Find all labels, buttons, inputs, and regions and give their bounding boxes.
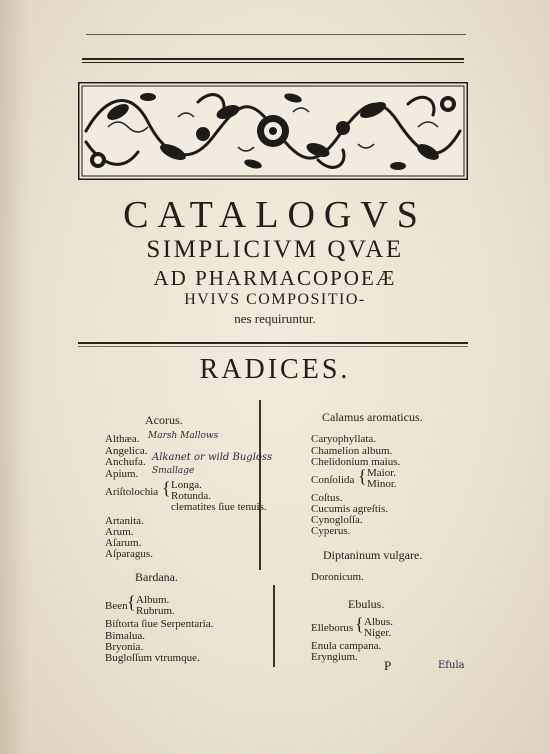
entry-elleborus-niger: Niger. (364, 627, 392, 639)
entry-aristolochia-clematites: clematites ſiue tenuis. (171, 501, 267, 513)
heading-calamus: Calamus aromaticus. (322, 410, 423, 424)
entry-chamelion: Chamelion album. (311, 445, 393, 457)
section-divider (78, 342, 468, 344)
woodcut-ornament-banner (78, 82, 468, 180)
handwritten-apium: Smallage (152, 466, 195, 476)
entry-bistorta: Biſtorta ſiue Serpentaria. (105, 618, 214, 630)
entry-consolida-maior: Maior. (367, 467, 397, 479)
brace-aristolochia: { (162, 478, 171, 498)
entry-asarum: Aſarum. (105, 537, 142, 549)
entry-been-rubrum: Rubrum. (136, 605, 175, 617)
brace-consolida: { (358, 466, 367, 486)
catalog-title: CATALOGVS (123, 194, 427, 236)
entry-enula: Enula campana. (311, 640, 382, 652)
heading-diptaninum: Diptaninum vulgare. (323, 548, 423, 562)
entry-aristolochia-longa: Longa. (171, 479, 202, 491)
entry-caryophyllata: Caryophyllata. (311, 433, 377, 445)
entry-consolida: Conſolida (311, 474, 355, 486)
top-double-rule-2 (82, 62, 464, 63)
heading-bardana: Bardana. (135, 570, 178, 584)
heading-acorus: Acorus. (145, 413, 183, 427)
entry-costus: Coſtus. (311, 492, 343, 504)
column-divider-upper (259, 400, 261, 570)
entry-been: Been (105, 600, 128, 612)
entry-cyperus: Cyperus. (311, 525, 351, 537)
entry-asparagus: Aſparagus. (105, 548, 153, 560)
title-line-compositio: HVIVS COMPOSITIO- (184, 291, 366, 308)
entry-althaea: Althæa. (105, 433, 140, 445)
floral-ornament-svg (78, 82, 468, 180)
entry-consolida-minor: Minor. (367, 478, 397, 490)
heading-ebulus: Ebulus. (348, 597, 385, 611)
column-divider-lower (273, 585, 275, 667)
entry-elleborus-albus: Albus. (364, 616, 394, 628)
handwritten-anchusa: Alkanet or wild Bugloss (152, 452, 273, 463)
entry-chelidonium: Chelidonium maius. (311, 456, 401, 468)
entry-aristolochia-rotunda: Rotunda. (171, 490, 212, 502)
entry-cynoglossa: Cynogloſſa. (311, 514, 363, 526)
signature-mark: P (384, 658, 392, 673)
title-line-requiruntur: nes requiruntur. (234, 311, 316, 326)
entry-eryngium: Eryngium. (311, 651, 358, 663)
entry-aristolochia: Ariſtolochia (105, 486, 159, 498)
brace-elleborus: { (355, 614, 364, 634)
entry-been-album: Album. (136, 594, 170, 606)
section-title-radices: RADICES. (199, 354, 351, 385)
top-rule (86, 34, 466, 35)
title-line-pharmacopoeae: AD PHARMACOPOEÆ (153, 266, 397, 290)
title-line-simplicium: SIMPLICIVM QVAE (146, 236, 404, 263)
entry-apium: Apium. (105, 468, 139, 480)
entry-artanita: Artanita. (105, 515, 144, 527)
entry-arum: Arum. (105, 526, 134, 538)
entry-bryonia: Bryonia. (105, 641, 144, 653)
entry-elleborus: Elleborus (311, 622, 354, 634)
entry-cucumis: Cucumis agreſtis. (311, 503, 388, 515)
entry-anchusa: Anchufa. (105, 456, 146, 468)
entry-doronicum: Doronicum. (311, 571, 364, 583)
entry-buglossum: Bugloſſum vtrumque. (105, 652, 200, 664)
top-double-rule (82, 58, 464, 60)
entry-angelica: Angelica. (105, 445, 148, 457)
catchword: Efula (438, 660, 465, 671)
section-divider-thin (78, 346, 468, 347)
brace-been: { (127, 592, 136, 612)
entry-bismalua: Bimalua. (105, 630, 146, 642)
handwritten-althaea: Marsh Mallows (148, 431, 219, 441)
